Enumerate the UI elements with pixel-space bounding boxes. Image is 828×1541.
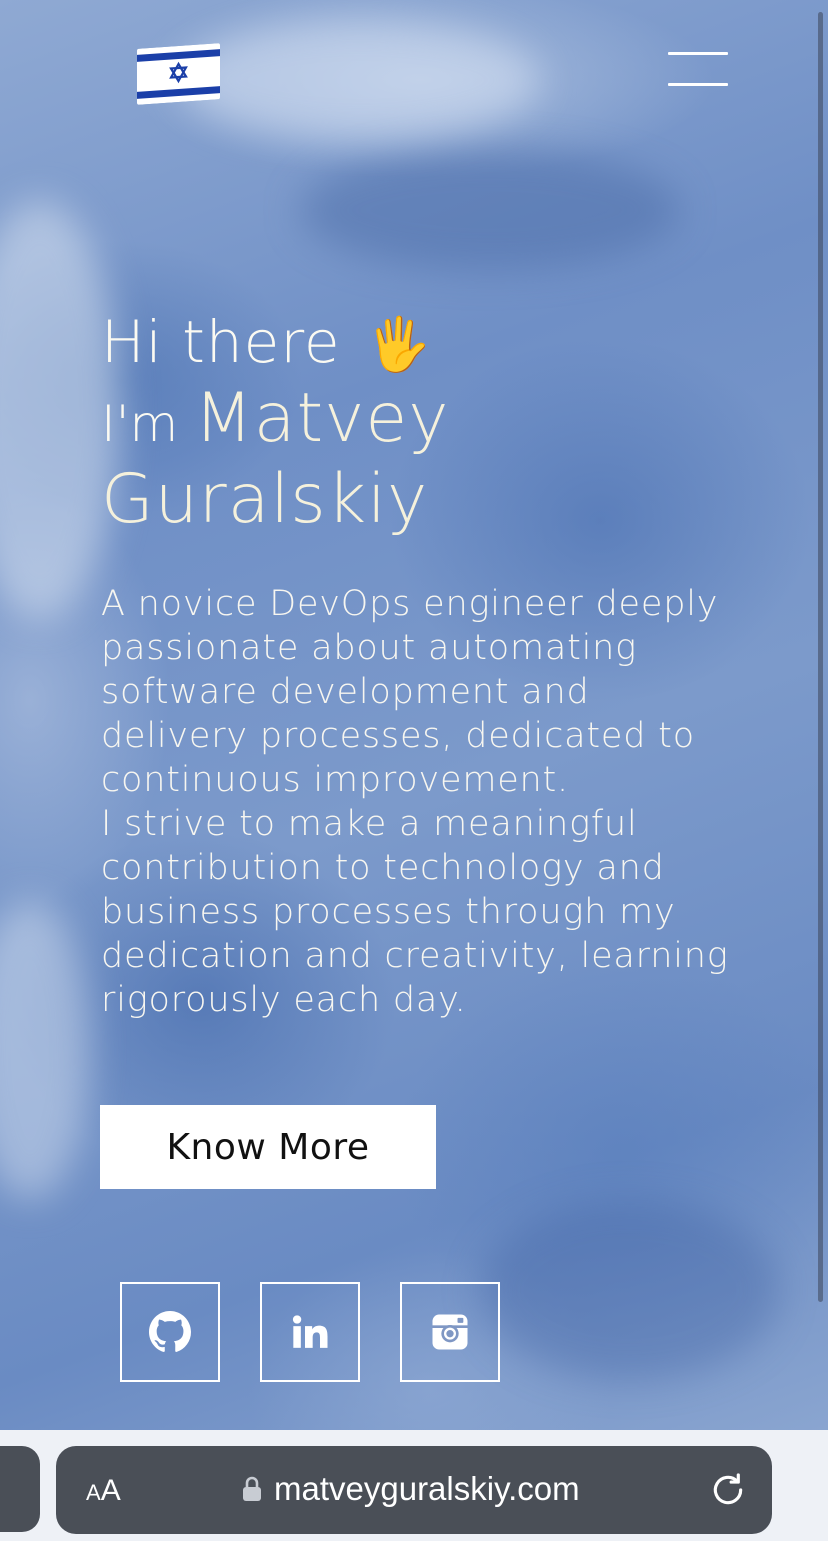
know-more-button[interactable]: Know More (100, 1105, 436, 1189)
greeting-line (101, 308, 449, 379)
watercolor-stain (300, 150, 680, 270)
wave-hand-icon: 🖐 (366, 315, 432, 375)
github-link[interactable] (120, 1282, 220, 1382)
instagram-icon (430, 1312, 470, 1352)
url-display[interactable] (242, 1470, 580, 1508)
text-size-label: A (100, 1474, 121, 1507)
hamburger-menu-icon[interactable] (668, 52, 728, 86)
bio-text (101, 582, 741, 1022)
bio-paragraph-1: A novice DevOps engineer deeply passionate about automating software development and delivery processes, dedicated to continuous improvement. (101, 584, 719, 800)
watercolor-stain (480, 1200, 780, 1380)
url-text: matveyguralskiy.com (274, 1470, 580, 1507)
lock-icon (242, 1476, 262, 1502)
name-line (101, 379, 449, 464)
first-name: Matvey (194, 379, 450, 458)
github-icon (149, 1311, 191, 1353)
watercolor-stain (0, 900, 90, 1200)
previous-tab[interactable] (0, 1446, 40, 1532)
bio-paragraph-2: I strive to make a meaningful contribution to technology and business processes through my dedication and creativity, learning rigorously each day. (101, 804, 729, 1020)
address-bar[interactable] (56, 1446, 772, 1534)
linkedin-icon (290, 1312, 330, 1352)
watercolor-stain (180, 20, 540, 140)
greeting-text: Hi there (101, 308, 341, 376)
last-name: Guralskiy (101, 460, 429, 539)
hero-heading (101, 308, 450, 539)
israel-flag-icon[interactable] (137, 43, 220, 105)
scrollbar[interactable] (818, 12, 823, 1302)
im-prefix: I'm (101, 395, 179, 453)
linkedin-link[interactable] (260, 1282, 360, 1382)
instagram-link[interactable] (400, 1282, 500, 1382)
text-size-button[interactable]: AA (86, 1474, 121, 1507)
reload-icon[interactable] (709, 1470, 747, 1510)
